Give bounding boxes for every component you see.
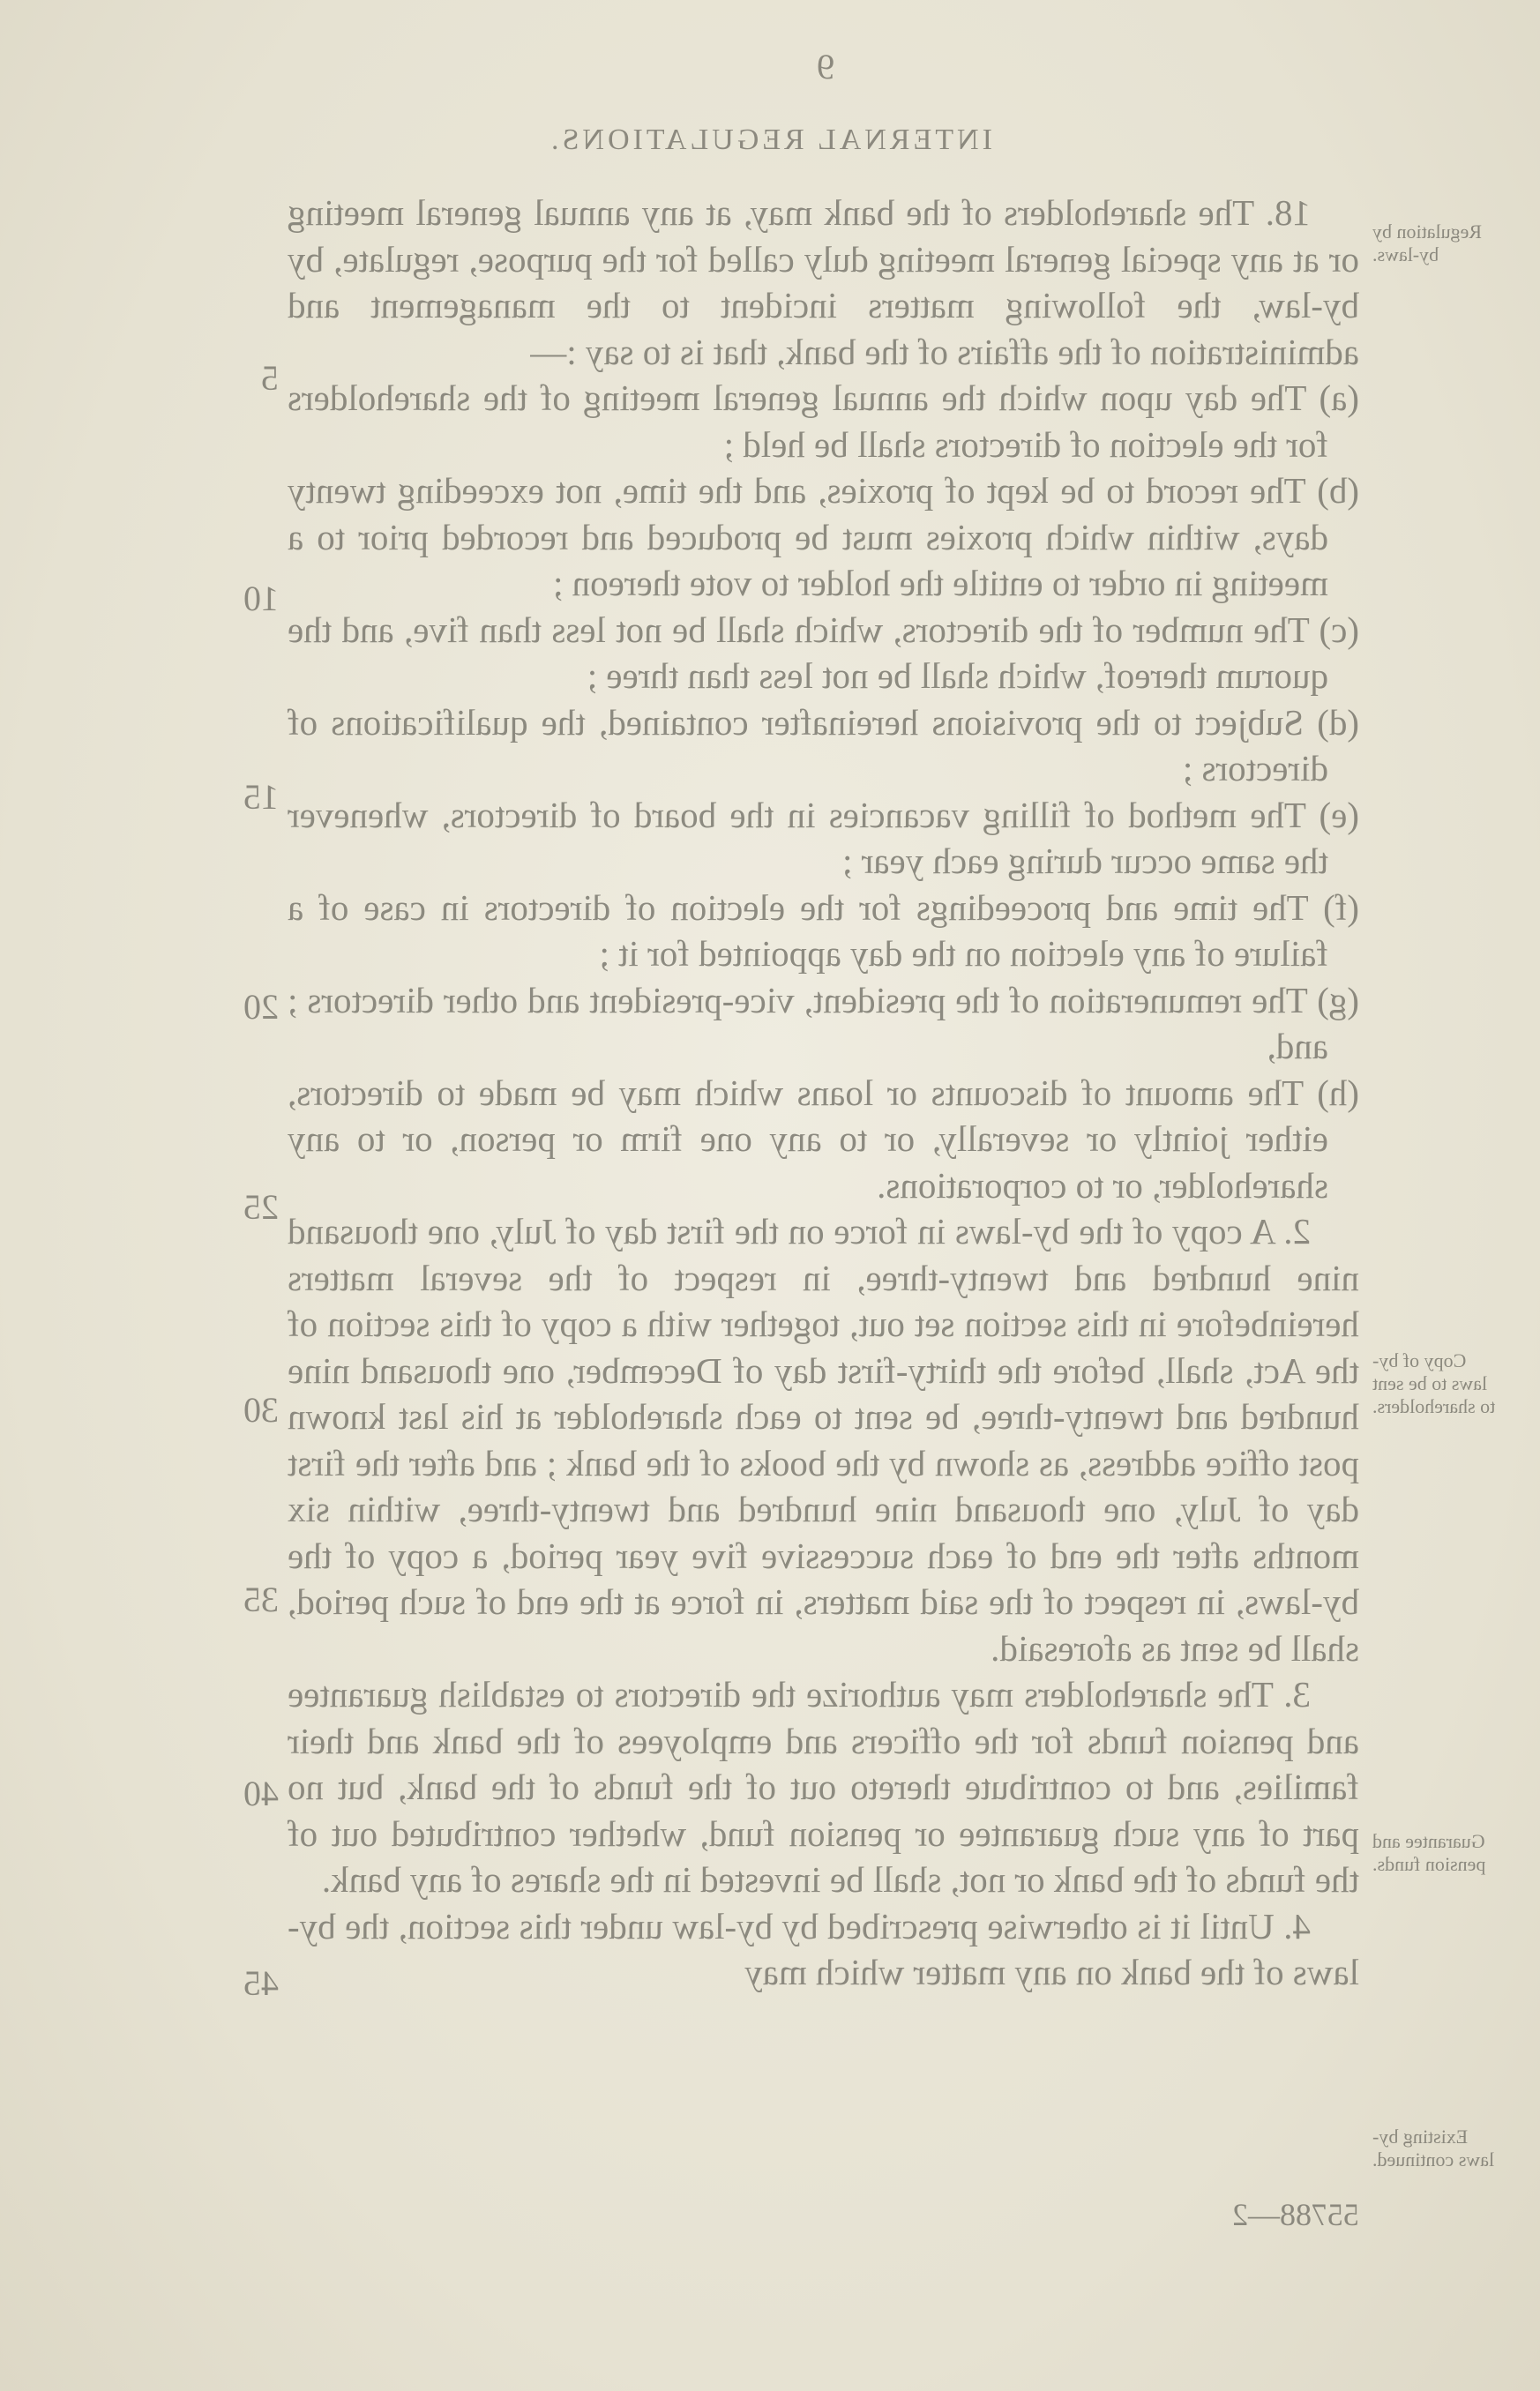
line-number: 35 (243, 1580, 279, 1619)
margin-note-guarantee-funds: Guarantee and pension funds. (1372, 1830, 1486, 1875)
margin-note-copy-of-by-laws: Copy of by-laws to be sent to shareholders. (1372, 1349, 1496, 1417)
section-18-paragraph: 18. The shareholders of the bank may, at any annual general meeting or at any special general meeting duly called for the purpose, regulate, by by-law, the following matters incident to the management and administration of the affairs of the bank, that is to say :— (288, 192, 1359, 372)
body-text (288, 190, 1359, 1996)
line-number: 5 (261, 358, 279, 398)
line-number: 25 (243, 1187, 279, 1227)
line-number: 15 (243, 777, 279, 817)
subsection-4-paragraph: 4. Until it is otherwise prescribed by by-law under this section, the by-laws of the bank on any matter which may (288, 1905, 1359, 1992)
clause-g: (g) The remuneration of the president, vice-president and other directors ; and, (288, 979, 1359, 1066)
clause-e: (e) The method of filling vacancies in the board of directors, whenever the same occur during each year ; (288, 794, 1359, 881)
line-number: 45 (243, 1963, 279, 2003)
margin-note-regulation: Regulation by by-laws. (1372, 220, 1483, 265)
clause-d: (d) Subject to the provisions hereinafter contained, the qualifications of directors ; (288, 701, 1359, 788)
line-number: 40 (243, 1774, 279, 1813)
margin-note-existing-by-laws: Existing by-laws continued. (1372, 2126, 1495, 2171)
clause-c: (c) The number of the directors, which shall be not less than five, and the quorum thereof, which shall be not less than three ; (288, 609, 1359, 696)
clause-h: (h) The amount of discounts or loans which may be made to directors, either jointly or severally, or to any one firm or person, or to any shareholder, or to corporations. (288, 1072, 1359, 1206)
line-number: 20 (243, 987, 279, 1027)
running-title: INTERNAL REGULATIONS. (548, 123, 992, 156)
clause-a: (a) The day upon which the annual general meeting of the shareholders for the election of directors shall be held ; (288, 377, 1359, 465)
line-number: 30 (243, 1390, 279, 1430)
page-number: 9 (817, 47, 834, 86)
subsection-2-paragraph: 2. A copy of the by-laws in force on the first day of July, one thousand nine hundred and twenty-three, in respect of the several matters hereinbefore in this section set out, together with a copy of this section of the Act, shall, before the thirty-first day of December, one thousand nine hundred and twenty-three, be sent to each shareholder at his last known post office address, as shown by the books of the bank ; and after the first day of July, one thousand nine hundred and twenty-three, within six months after the end of each successive five year period, a copy of the by-laws, in respect of the said matters, in force at the end of such period, shall be sent as aforesaid. (288, 1211, 1359, 1669)
subsection-3-paragraph: 3. The shareholders may authorize the directors to establish guarantee and pension funds for the officers and employees of the bank and their families, and to contribute thereto out of the funds of the bank, but no part of any such guarantee or pension fund, whether contributed out of the funds of the bank or not, shall be invested in the shares of any bank. (288, 1674, 1359, 1900)
signature-mark: 55788—2 (1232, 2197, 1359, 2232)
clause-b: (b) The record to be kept of proxies, and the time, not exceeding twenty days, within which proxies must be produced and recorded prior to a meeting in order to entitle the holder to vote thereon ; (288, 470, 1359, 603)
clause-f: (f) The time and proceedings for the election of directors in case of a failure of any election on the day appointed for it ; (288, 886, 1359, 974)
line-number: 10 (243, 579, 279, 618)
